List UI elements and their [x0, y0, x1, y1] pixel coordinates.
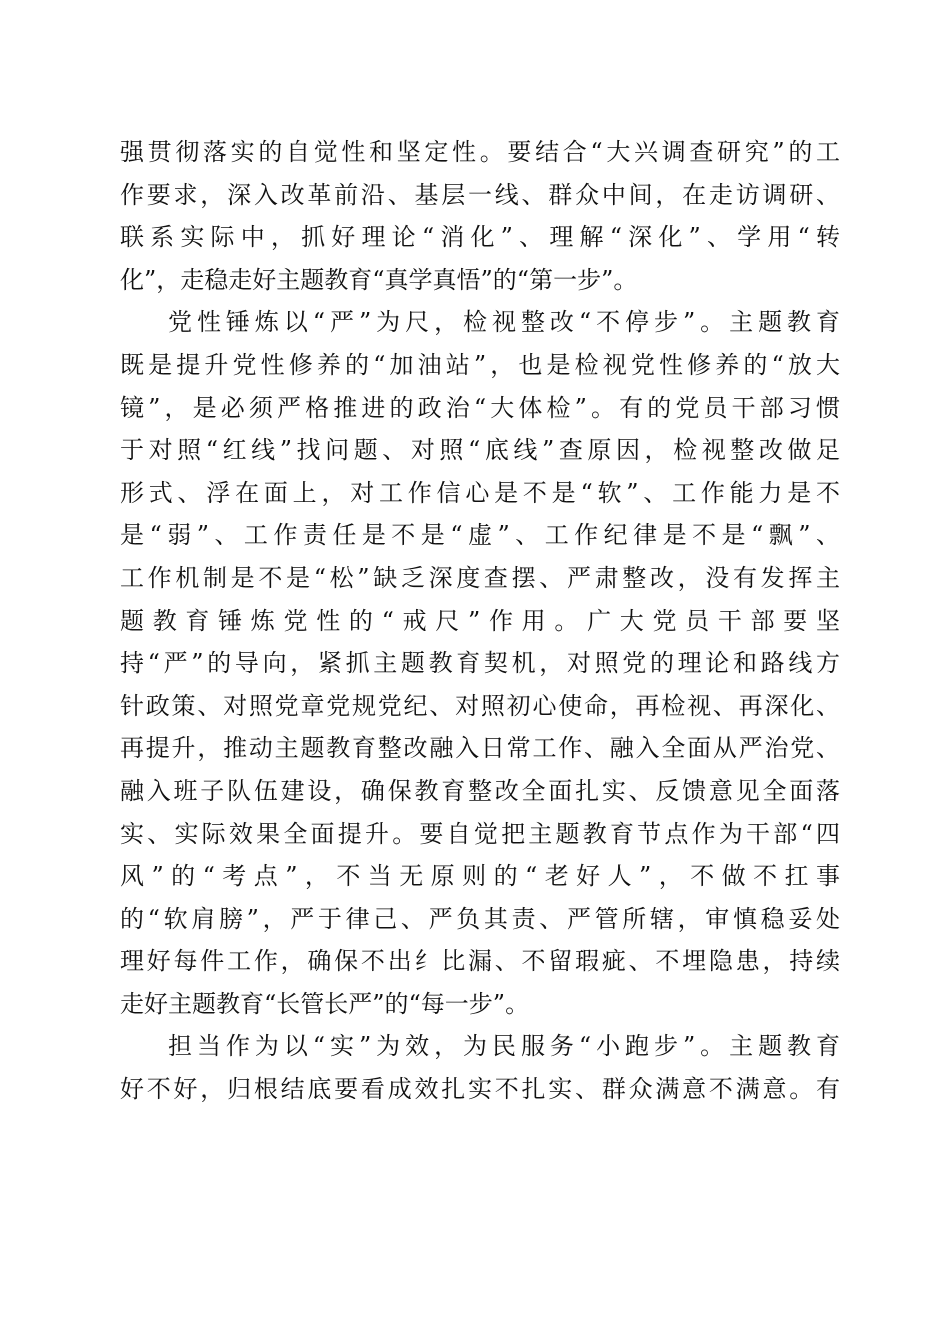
text-line: 既是提升党性修养的“加油站”，也是检视党性修养的“放大	[120, 350, 840, 379]
text-line: 走好主题教育“长管长严”的“每一步”。	[120, 989, 530, 1018]
document-body	[120, 131, 840, 1111]
text-line: 理好每件工作，确保不出纟比漏、不留瑕疵、不埋隐患，持续	[120, 947, 840, 976]
text-line: 融入班子队伍建设，确保教育整改全面扎实、反馈意见全面落	[120, 776, 840, 805]
text-line: 好不好，归根结底要看成效扎实不扎实、群众满意不满意。有	[120, 1075, 840, 1104]
paragraph-start-line: 党性锤炼以“严”为尺，检视整改“不停步”。主题教育	[168, 308, 840, 337]
text-line: 工作机制是不是“松”缺乏深度查摆、严肃整改，没有发挥主	[120, 563, 840, 592]
text-line: 强贯彻落实的自觉性和坚定性。要结合“大兴调查研究”的工	[120, 138, 840, 166]
text-line: 联系实际中，抓好理论“消化”、理解“深化”、学用“转	[120, 223, 840, 252]
paragraph-start-line: 担当作为以“实”为效，为民服务“小跑步”。主题教育	[168, 1032, 840, 1061]
text-line: 持“严”的导向，紧抓主题教育契机，对照党的理论和路线方	[120, 649, 840, 678]
text-line: 化”，走稳走好主题教育“真学真悟”的“第一步”。	[120, 265, 638, 294]
text-line: 风”的“考点”，不当无原则的“老好人”，不做不扛事	[120, 862, 840, 891]
text-line: 形式、浮在面上，对工作信心是不是“软”、工作能力是不	[120, 478, 840, 507]
text-line: 实、实际效果全面提升。要自觉把主题教育节点作为干部“四	[120, 819, 840, 848]
text-line: 的“软肩膀”，严于律己、严负其责、严管所辖，审慎稳妥处	[120, 904, 840, 933]
text-line: 镜”，是必须严格推进的政治“大体检”。有的党员干部习惯	[120, 393, 840, 422]
text-line: 于对照“红线”找问题、对照“底线”查原因，检视整改做足	[120, 436, 840, 465]
text-line: 作要求，深入改革前沿、基层一线、群众中间，在走访调研、	[120, 180, 840, 209]
text-line: 是“弱”、工作责任是不是“虚”、工作纪律是不是“飘”、	[120, 521, 840, 550]
text-line: 题教育锤炼党性的“戒尺”作用。广大党员干部要坚	[120, 606, 840, 635]
text-line: 再提升，推动主题教育整改融入日常工作、融入全面从严治党、	[120, 734, 840, 763]
text-line: 针政策、对照党章党规党纪、对照初心使命，再检视、再深化、	[120, 691, 840, 720]
